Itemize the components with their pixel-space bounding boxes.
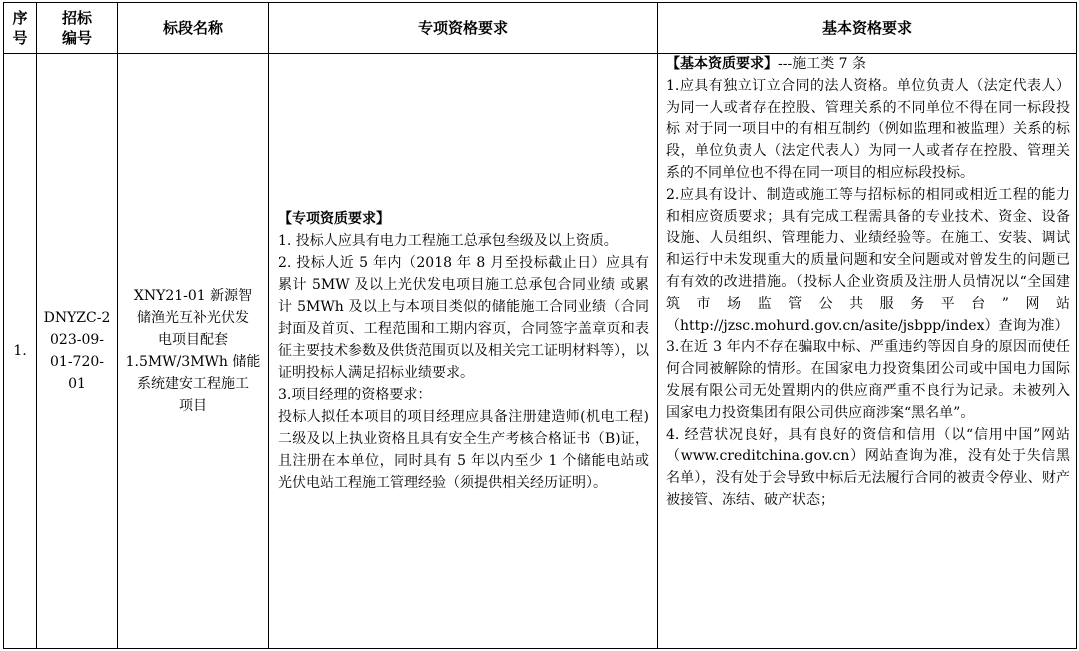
basic-paragraph: 1.应具有独立订立合同的法人资格。单位负责人（法定代表人）为同一人或者存在控股、管理关系的不同单位不得在同一标段投标 对于同一项目中的有相互制约（例如监理和被监理）关系的标段，单位负责人（法定代表人）为同一人或者存在控股、管理关系的不同单位也不得在同一项目的相应标段投标。 (666, 77, 1070, 181)
basic-heading-suffix: ---施工类 7 条 (778, 56, 866, 72)
special-paragraph: 1. 投标人应具有电力工程施工总承包叁级及以上资质。 (278, 233, 618, 249)
basic-paragraph: 3.在近 3 年内不存在骗取中标、严重违约等因自身的原因而使任何合同被解除的情形。在国家电力投资集团公司或中国电力国际发展有限公司无处置期内的供应商严重不良行为记录。未被列入国家电力投资集团有限公司供应商涉案“黑名单”。 (666, 339, 1070, 421)
cell-code: DNYZC-2 023-09- 01-720- 01 (37, 54, 118, 649)
header-special: 专项资格要求 (269, 3, 658, 54)
table-row (4, 54, 1077, 649)
qualification-table (3, 2, 1077, 649)
cell-special (269, 54, 658, 649)
special-heading: 【专项资质要求】 (278, 211, 390, 227)
cell-basic (658, 54, 1077, 649)
basic-paragraph: 4. 经营状况良好，具有良好的资信和信用（以“信用中国”网站（www.creditchina.gov.cn）网站查询为准，没有处于失信黑名单），没有处于会导致中标后无法履行合同的被责令停业、财产被接管、冻结、破产状态； (666, 426, 1070, 508)
header-name: 标段名称 (118, 3, 269, 54)
header-seq: 序号 (4, 3, 37, 54)
header-basic: 基本资格要求 (658, 3, 1077, 54)
basic-heading: 【基本资质要求】 (666, 56, 778, 72)
header-code: 招标编号 (37, 3, 118, 54)
special-paragraph: 投标人拟任本项目的项目经理应具备注册建造师(机电工程)二级及以上执业资格且具有安全生产考核合格证书（B)证，且注册在本单位，同时具有 5 年以内至少 1 个储能电站或光伏电站工程施工管理经验（须提供相关经历证明）。 (278, 409, 649, 491)
cell-name: XNY21-01 新源智 储渔光互补光伏发 电项目配套 1.5MW/3MWh 储能 系统建安工程施工 项目 (118, 54, 269, 649)
special-paragraph: 2. 投标人近 5 年内（2018 年 8 月至投标截止日）应具有累计 5MW 及以上光伏发电项目施工总承包合同业绩 或累计 5MWh 及以上与本项目类似的储能施工合同业绩（合同封面及首页、工程范围和工期内容页，合同签字盖章页和表征主要技术参数及供货范围页以及相关完工证明材料等），以证明投标人满足招标业绩要求。 (278, 255, 649, 381)
special-paragraph: 3.项目经理的资格要求： (278, 387, 432, 403)
cell-seq: 1. (4, 54, 37, 649)
basic-paragraph: 2.应具有设计、制造或施工等与招标标的相同或相近工程的能力和相应资质要求；具有完成工程需具备的专业技术、资金、设备设施、人员组织、管理能力、业绩经验等。在施工、安装、调试和运行中未发现重大的质量问题和安全问题或对曾发生的问题已有有效的改进措施。（投标人企业资质及注册人员情况以“全国建筑市场监管公共服务平台”网站（http://jzsc.mohurd.gov.cn/asite/jsbpp/index）查询为准） (666, 186, 1070, 334)
header-row (4, 3, 1077, 54)
